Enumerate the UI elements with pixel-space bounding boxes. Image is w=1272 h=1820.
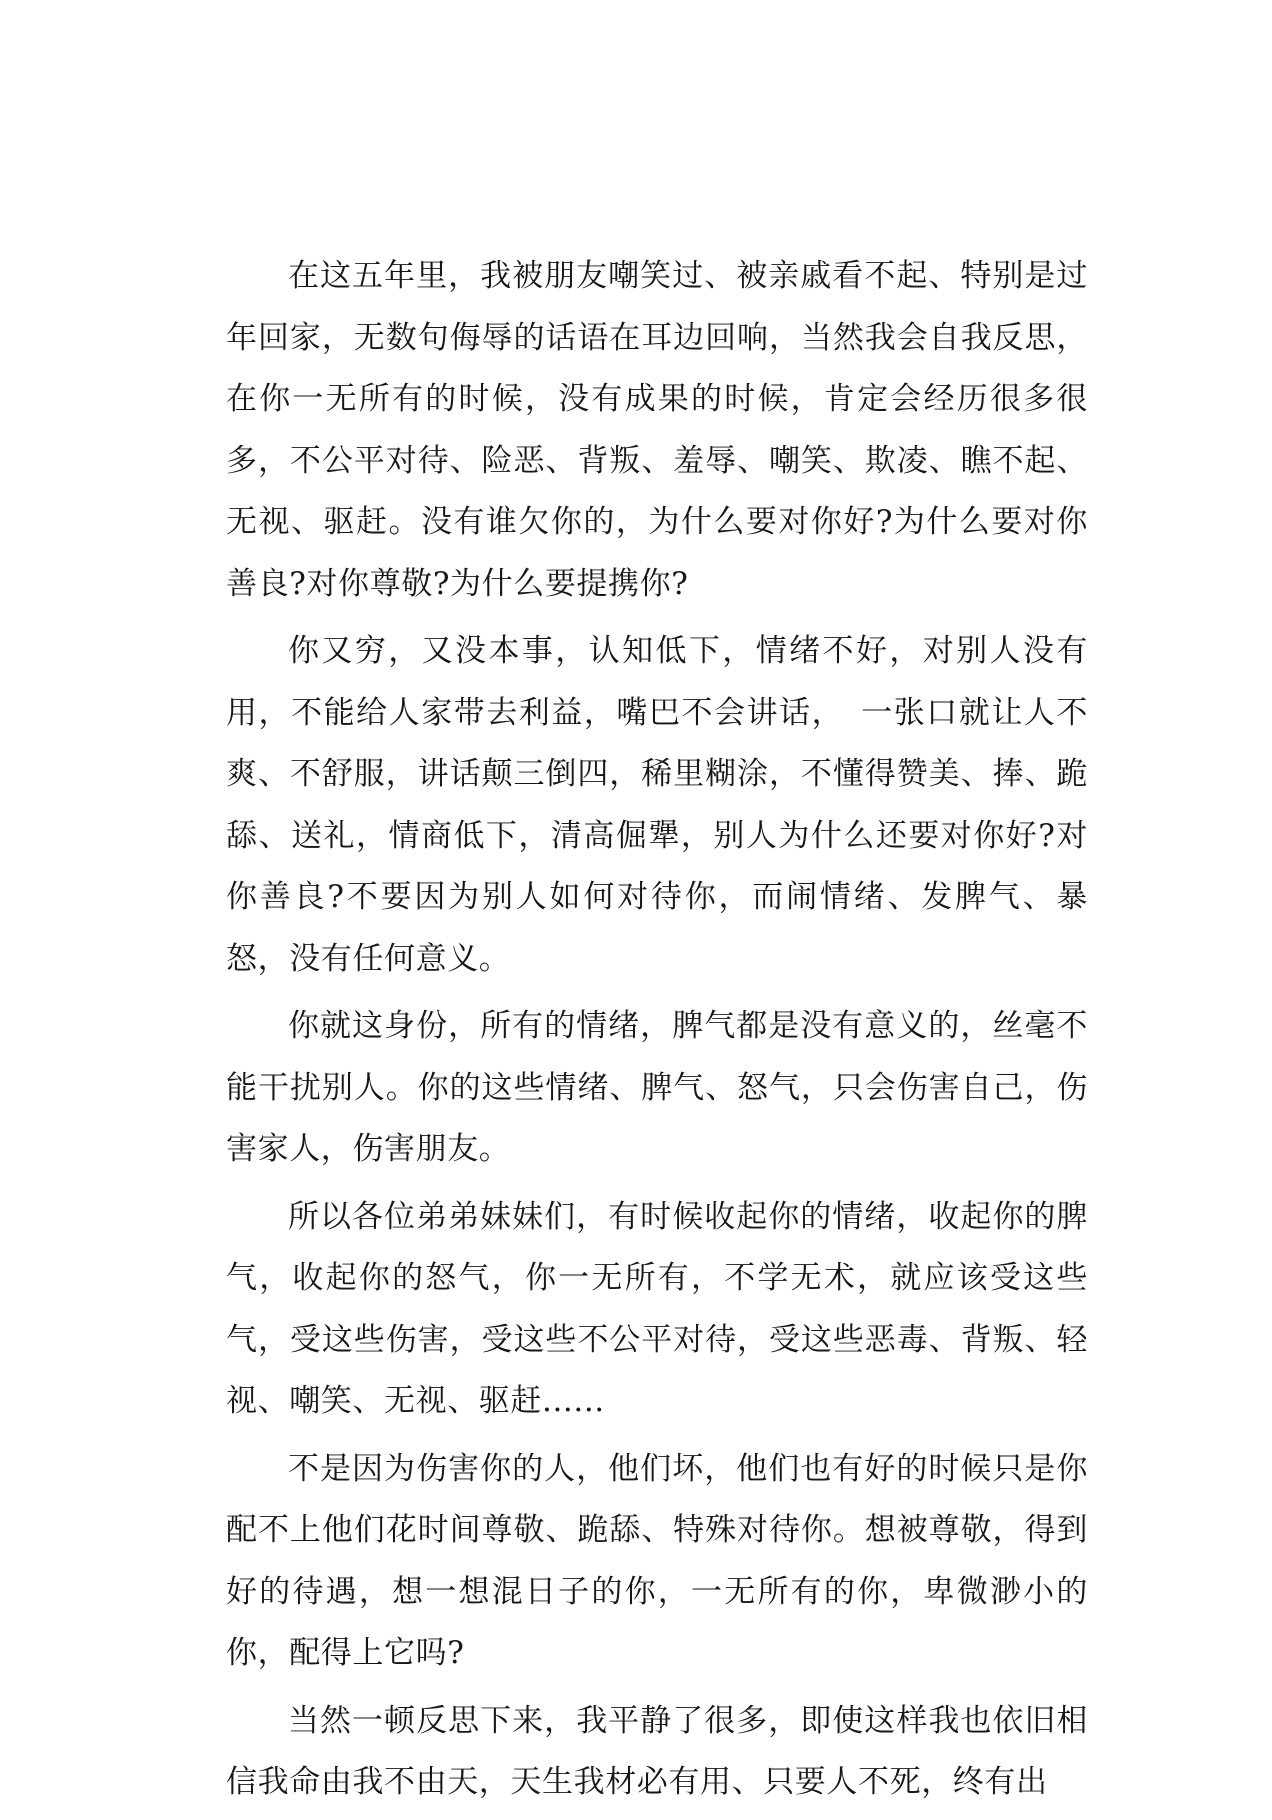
paragraph-5: 不是因为伤害你的人，他们坏，他们也有好的时候只是你配不上他们花时间尊敬、跪舔、特殊对待你。想被尊敬，得到好的待遇，想一想混日子的你，一无所有的你，卑微渺小的你，配得上它吗? [226, 1450, 1088, 1671]
paragraph-6: 当然一顿反思下来，我平静了很多，即使这样我也依旧相信我命由我不由天，天生我材必有用、只要人不死，终有出 [226, 1702, 1088, 1800]
body-text [226, 246, 1088, 1820]
paragraph-4: 所以各位弟弟妹妹们，有时候收起你的情绪，收起你的脾气，收起你的怒气，你一无所有，不学无术，就应该受这些气，受这些伤害，受这些不公平对待，受这些恶毒、背叛、轻视、嘲笑、无视、驱赶...... [226, 1198, 1088, 1419]
paragraph-1: 在这五年里，我被朋友嘲笑过、被亲戚看不起、特别是过年回家，无数句侮辱的话语在耳边回响，当然我会自我反思，在你一无所有的时候，没有成果的时候，肯定会经历很多很多，不公平对待、险恶、背叛、羞辱、嘲笑、欺凌、瞧不起、无视、驱赶。没有谁欠你的，为什么要对你好?为什么要对你善良?对你尊敬?为什么要提携你? [226, 258, 1088, 602]
paragraph-2: 你又穷，又没本事，认知低下，情绪不好，对别人没有用，不能给人家带去利益，嘴巴不会讲话， 一张口就让人不爽、不舒服，讲话颠三倒四，稀里糊涂，不懂得赞美、捧、跪舔、送礼，情商低下，清高倔犟，别人为什么还要对你好?对你善良?不要因为别人如何对待你，而闹情绪、发脾气、暴怒，没有任何意义。 [226, 633, 1088, 977]
paragraph-3: 你就这身份，所有的情绪，脾气都是没有意义的，丝毫不能干扰别人。你的这些情绪、脾气、怒气，只会伤害自己，伤害家人，伤害朋友。 [226, 1008, 1088, 1167]
